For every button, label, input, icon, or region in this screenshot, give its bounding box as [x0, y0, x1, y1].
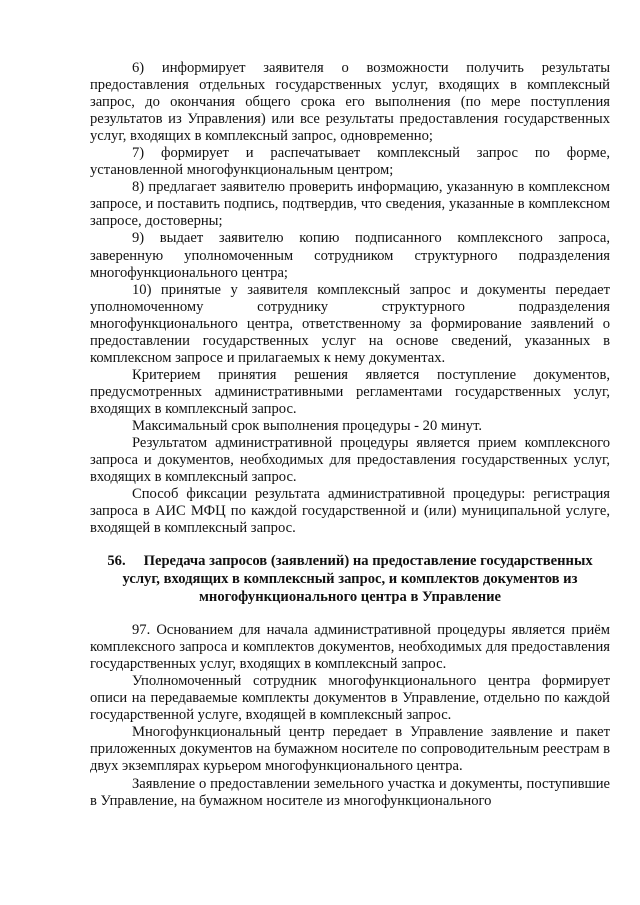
paragraph-item-7: 7) формирует и распечатывает комплексный запрос по форме, установленной многофункциональным центром;	[90, 145, 610, 179]
section-heading	[90, 553, 610, 606]
paragraph-item-6: 6) информирует заявителя о возможности получить результаты предоставления отдельных государственных услуг, входящих в комплексный запрос, до окончания общего срока его выполнения (по мере поступления результатов из Управления) или все результаты предоставления государственных услуг, входящих в комплексный запрос, одновременно;	[90, 60, 610, 145]
paragraph-procedure-result: Результатом административной процедуры является прием комплексного запроса и документов, необходимых для предоставления государственных услуг, входящих в комплексный запрос.	[90, 435, 610, 486]
paragraph-land-application: Заявление о предоставлении земельного участка и документы, поступившие в Управление, на бумажном носителе из многофункционального	[90, 775, 610, 809]
paragraph-result-recording: Способ фиксации результата административной процедуры: регистрация запроса в АИС МФЦ по каждой государственной и (или) муниципальной услуге, входящей в комплексный запрос.	[90, 486, 610, 537]
paragraph-item-9: 9) выдает заявителю копию подписанного комплексного запроса, заверенную уполномоченным сотрудником структурного подразделения многофункционального центра;	[90, 230, 610, 281]
document-page	[90, 60, 610, 810]
paragraph-decision-criterion: Критерием принятия решения является поступление документов, предусмотренных административными регламентами государственных услуг, входящих в комплексный запрос.	[90, 366, 610, 417]
paragraph-item-8: 8) предлагает заявителю проверить информацию, указанную в комплексном запросе, и поставить подпись, подтвердив, что сведения, указанные в комплексном запросе, достоверны;	[90, 179, 610, 230]
section-heading-text: Передача запросов (заявлений) на предоставление государственных услуг, входящих в комплексный запрос, и комплектов документов из многофункционального центра в Управление	[122, 553, 593, 605]
paragraph-item-97: 97. Основанием для начала административной процедуры является приём комплексного запроса и комплектов документов, необходимых для предоставления государственных услуг, входящих в комплексный запрос.	[90, 622, 610, 673]
paragraph-max-duration: Максимальный срок выполнения процедуры - 20 минут.	[132, 417, 482, 434]
paragraph-item-10: 10) принятые у заявителя комплексный запрос и документы передает уполномоченному сотруднику структурного подразделения многофункционального центра, ответственному за формирование заявлений о предоставлении государственных услуг на основе сведений, указанных в комплексном запросе и прилагаемых к нему документах.	[90, 281, 610, 366]
paragraph-inventory: Уполномоченный сотрудник многофункционального центра формирует описи на передаваемые комплекты документов в Управление, отдельно по каждой государственной услуге, входящей в комплексный запрос.	[90, 673, 610, 724]
section-heading-number: 56.	[107, 553, 126, 570]
paragraph-transfer: Многофункциональный центр передает в Управление заявление и пакет приложенных документов на бумажном носителе по сопроводительным реестрам в двух экземплярах курьером многофункционального центра.	[90, 724, 610, 775]
